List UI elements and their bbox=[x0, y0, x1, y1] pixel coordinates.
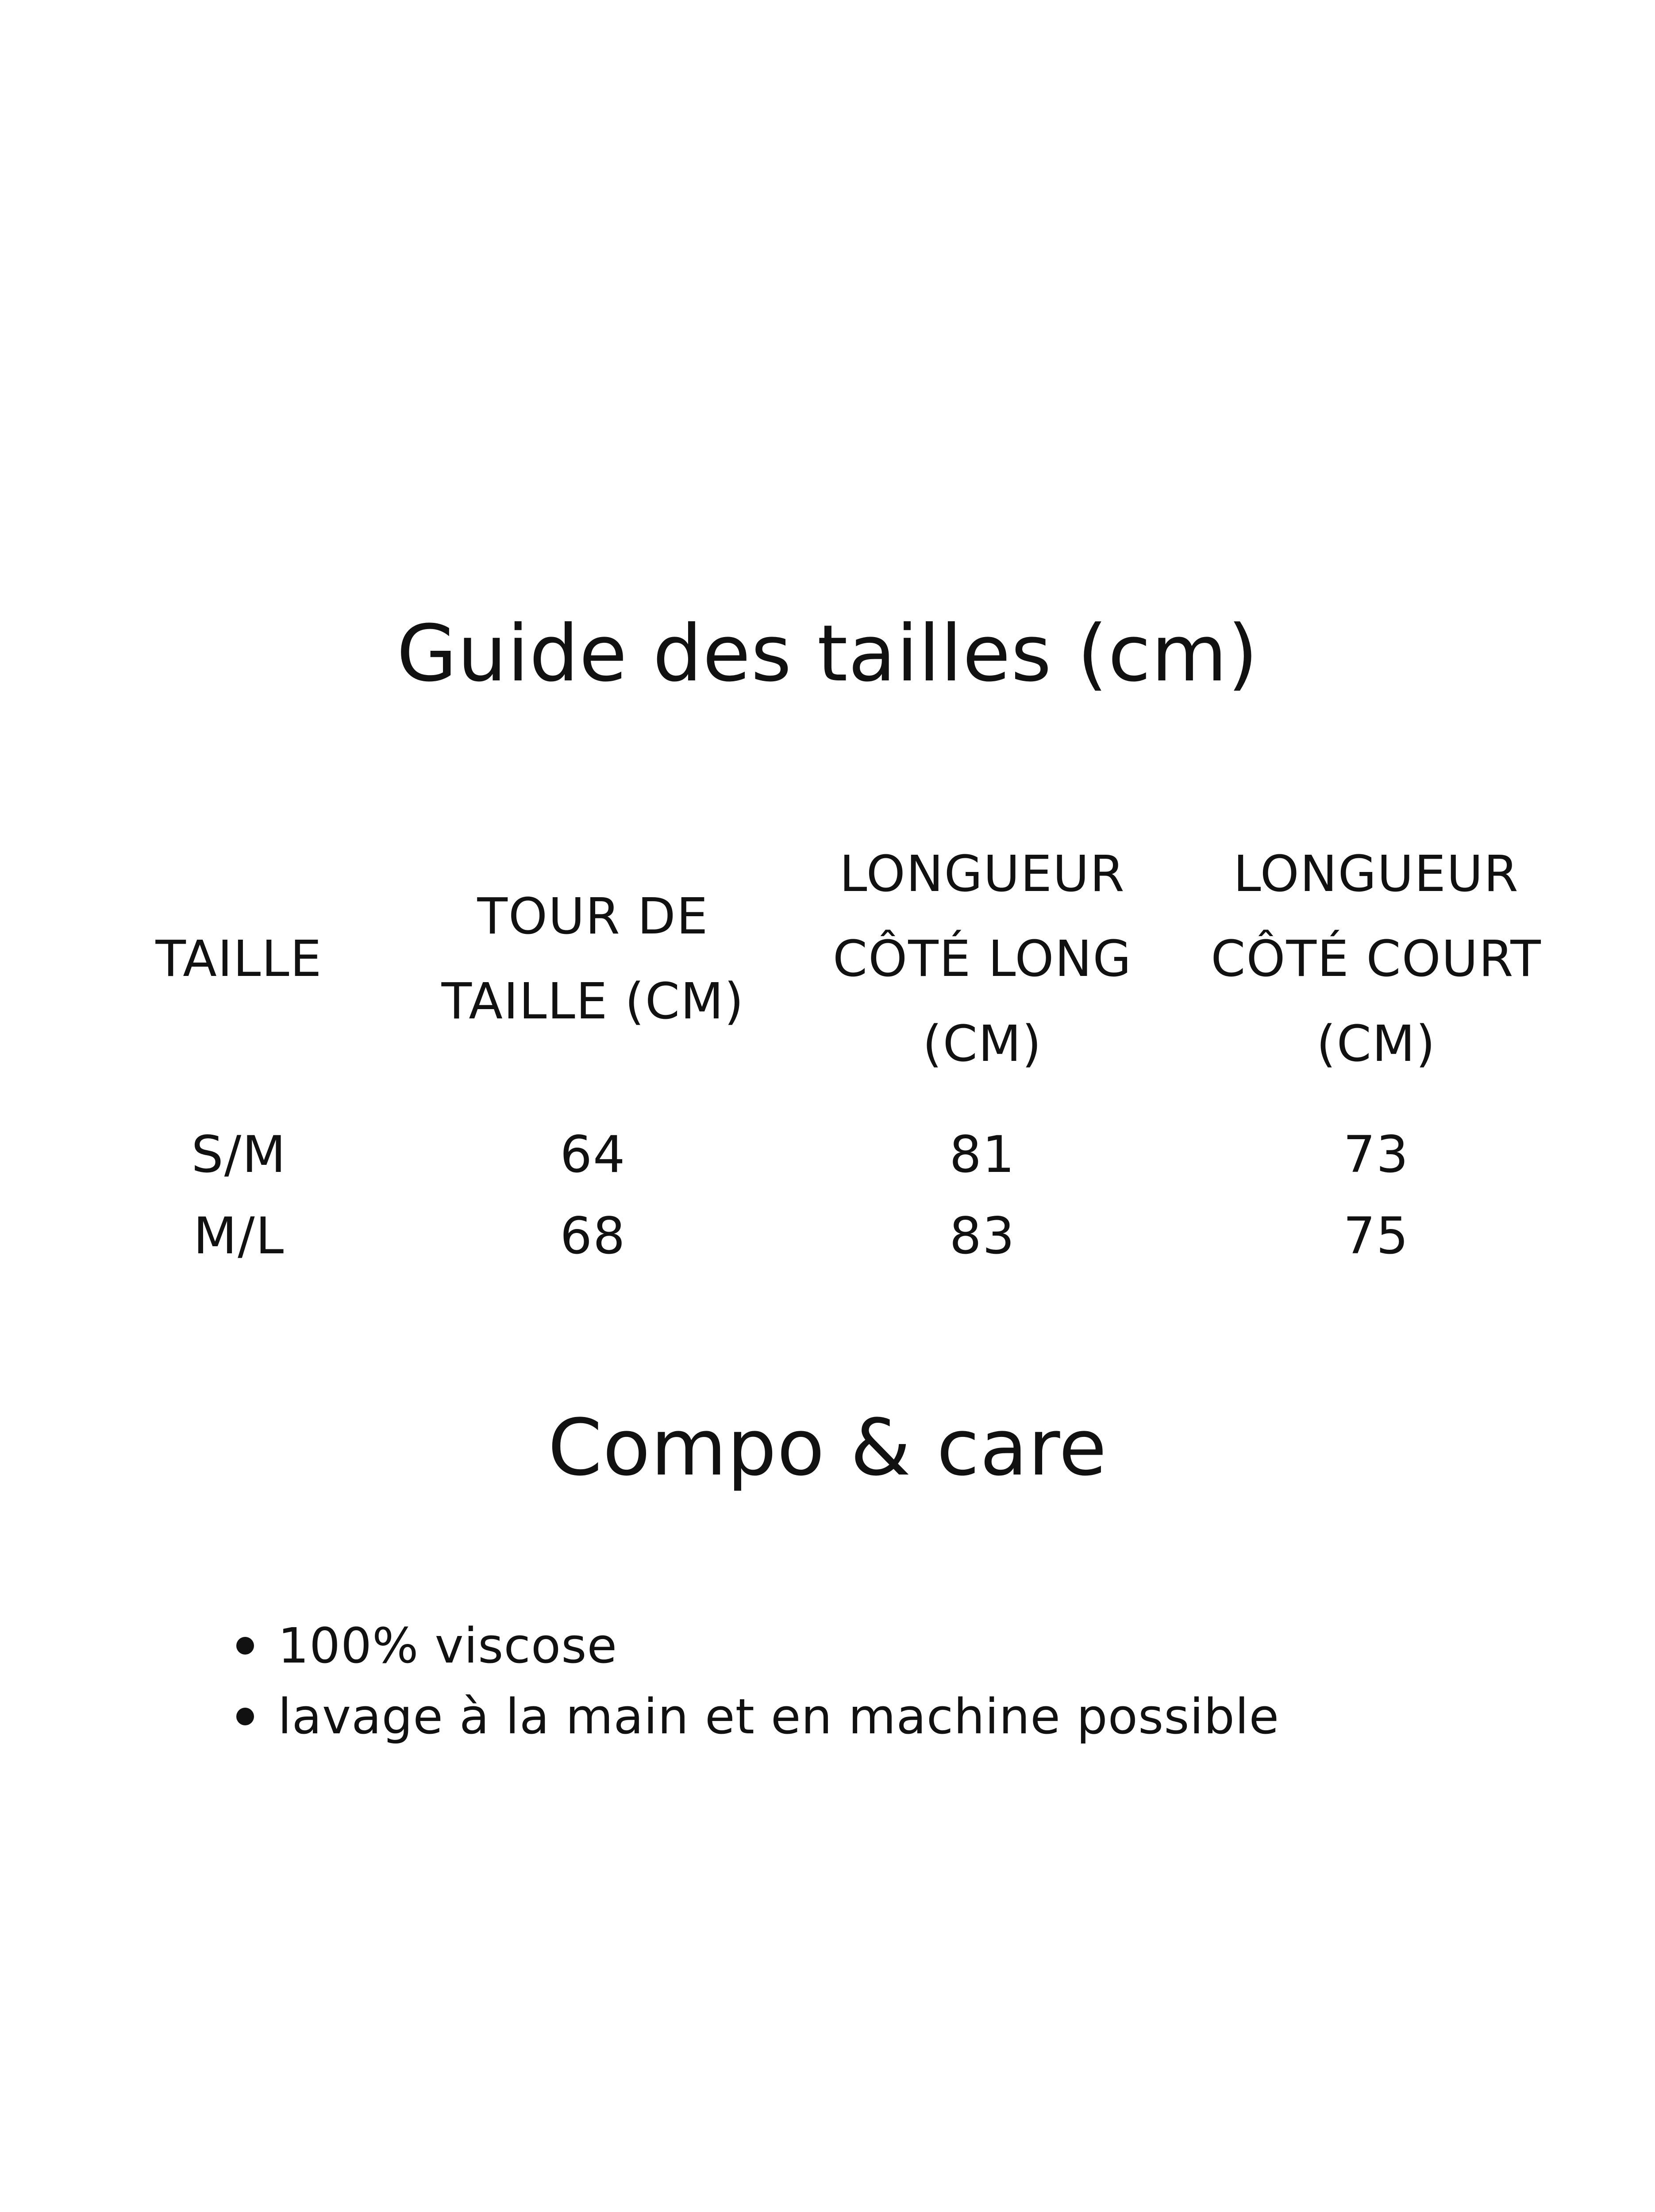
care-item-text: lavage à la main et en machine possible bbox=[278, 1688, 1280, 1745]
table-header-tour-de-taille: TOUR DE TAILLE (CM) bbox=[441, 888, 745, 1030]
table-header-longueur-cote-court: LONGUEUR CÔTÉ COURT (CM) bbox=[1211, 845, 1542, 1073]
care-title: Compo & care bbox=[548, 1402, 1107, 1493]
table-cell-size: M/L bbox=[193, 1206, 285, 1265]
table-cell-short-side: 73 bbox=[1343, 1125, 1409, 1184]
table-cell-waist: 64 bbox=[560, 1125, 626, 1184]
table-cell-long-side: 83 bbox=[949, 1206, 1016, 1265]
list-item bbox=[230, 1681, 1279, 1752]
size-table bbox=[0, 832, 1655, 1283]
care-item-text: 100% viscose bbox=[278, 1617, 618, 1674]
table-cell-long-side: 81 bbox=[949, 1125, 1016, 1184]
bullet-icon bbox=[236, 1708, 254, 1725]
table-cell-waist: 68 bbox=[560, 1206, 626, 1265]
table-cell-size: S/M bbox=[191, 1125, 287, 1184]
table-header-taille: TAILLE bbox=[155, 930, 323, 988]
care-list bbox=[230, 1610, 1279, 1752]
size-guide-title: Guide des tailles (cm) bbox=[396, 608, 1259, 699]
list-item bbox=[230, 1610, 1279, 1681]
table-cell-short-side: 75 bbox=[1343, 1206, 1409, 1265]
table-header-longueur-cote-long: LONGUEUR CÔTÉ LONG (CM) bbox=[832, 845, 1132, 1073]
bullet-icon bbox=[236, 1637, 254, 1655]
